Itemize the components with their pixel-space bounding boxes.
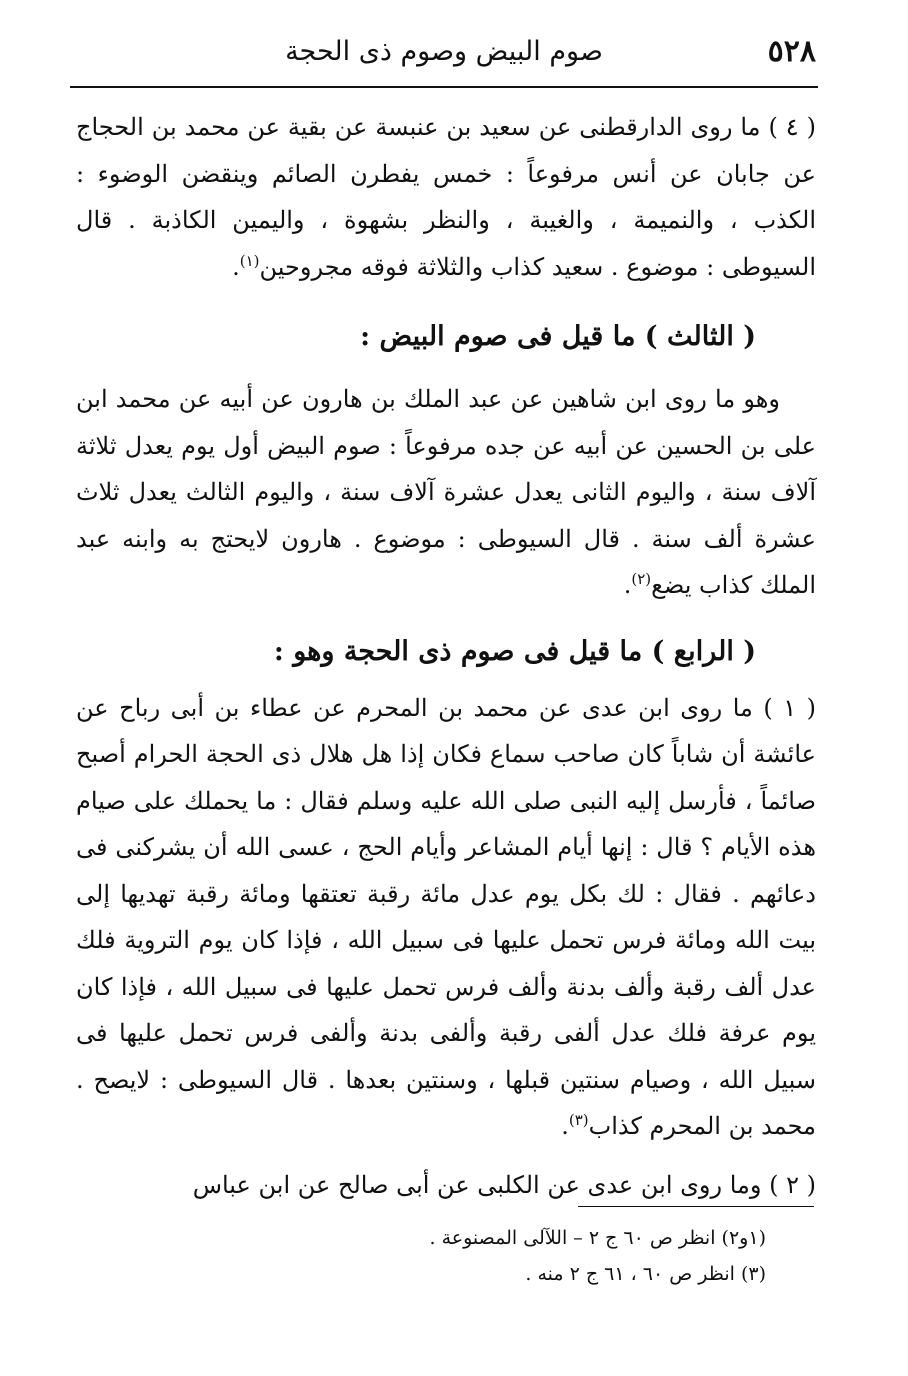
section-heading-third: ( الثالث ) ما قيل فى صوم البيض : (360, 321, 756, 352)
sentence-end: . (232, 252, 240, 281)
section-heading-fourth: ( الرابع ) ما قيل فى صوم ذى الحجة وهو : (273, 635, 756, 667)
footnote-divider (578, 1206, 814, 1207)
paragraph-text: وهو ما روى ابن شاهين عن عبد الملك بن هارون عن أبيه عن محمد ابن على بن الحسين عن أبيه عن جده مرفوعاً : صوم البيض أول يوم يعدل ثلاثة آلاف سنة ، واليوم الثانى يعدل عشرة آلاف سنة ، واليوم الثالث يعدل ثلاث عشرة ألف سنة . قال السيوطى : موضوع . هارون لايحتج به وابنه عبد الملك كذاب يضع (76, 385, 816, 599)
page-header (70, 28, 818, 88)
paragraph-text: ( ٤ ) ما روى الدارقطنى عن سعيد بن عنبسة عن بقية عن محمد بن الحجاج عن جابان عن أنس مرفوعاً : خمس يفطرن الصائم وينقضن الوضوء : الكذب ، والنميمة ، والغيبة ، والنظر بشهوة ، واليمين الكاذبة . قال السيوطى : موضوع . سعيد كذاب والثلاثة فوقه مجروحين (76, 113, 816, 281)
running-title: صوم البيض وصوم ذى الحجة (285, 36, 603, 67)
page-number: ٥٢٨ (767, 34, 816, 69)
footnotes (300, 1220, 766, 1292)
main-text (76, 104, 816, 1208)
paragraph-bid-fasting (76, 376, 816, 609)
paragraph-hadith-4 (76, 104, 816, 290)
sentence-end: . (561, 1112, 569, 1140)
footnote-ref-3: (٣) (568, 1111, 589, 1129)
paragraph-hadith-2: ( ٢ ) وما روى ابن عدى عن الكلبى عن أبى صالح عن ابن عباس (192, 1170, 816, 1199)
sentence-end: . (623, 571, 632, 599)
paragraph-text: ( ١ ) ما روى ابن عدى عن محمد بن المحرم عن عطاء بن أبى رباح عن عائشة أن شاباً كان صاحب سماع فكان إذا هل هلال ذى الحجة الحرام أصبح صائماً ، فأرسل إليه النبى صلى الله عليه وسلم فقال : ما يحملك على صيام هذه الأيام ؟ قال : إنها أيام المشاعر وأيام الحج ، عسى الله أن يشركنى فى دعائهم . فقال : لك بكل يوم عدل مائة رقبة تعتقها ومائة رقبة تهديها إلى بيت الله ومائة فرس تحمل عليها فى سبيل الله ، فإذا كان يوم التروية فلك عدل ألف رقبة وألف بدنة وألف فرس تحمل عليها فى سبيل الله ، فإذا كان يوم عرفة فلك عدل ألفى رقبة وألفى بدنة وألفى فرس تحمل عليها فى سبيل الله ، وصيام سنتين قبلها ، وسنتين بعدها . قال السيوطى : لايصح . محمد بن المحرم كذاب (76, 693, 817, 1140)
footnote-1-2: (١و٢) انظر ص ٦٠ ج ٢ – اللآلى المصنوعة . (429, 1227, 766, 1249)
footnote-3: (٣) انظر ص ٦٠ ، ٦١ ج ٢ منه . (525, 1263, 766, 1285)
footnote-ref-2: (٢) (631, 570, 652, 588)
footnote-ref-1: (١) (239, 251, 260, 270)
paragraph-hadith-1 (76, 685, 816, 1150)
